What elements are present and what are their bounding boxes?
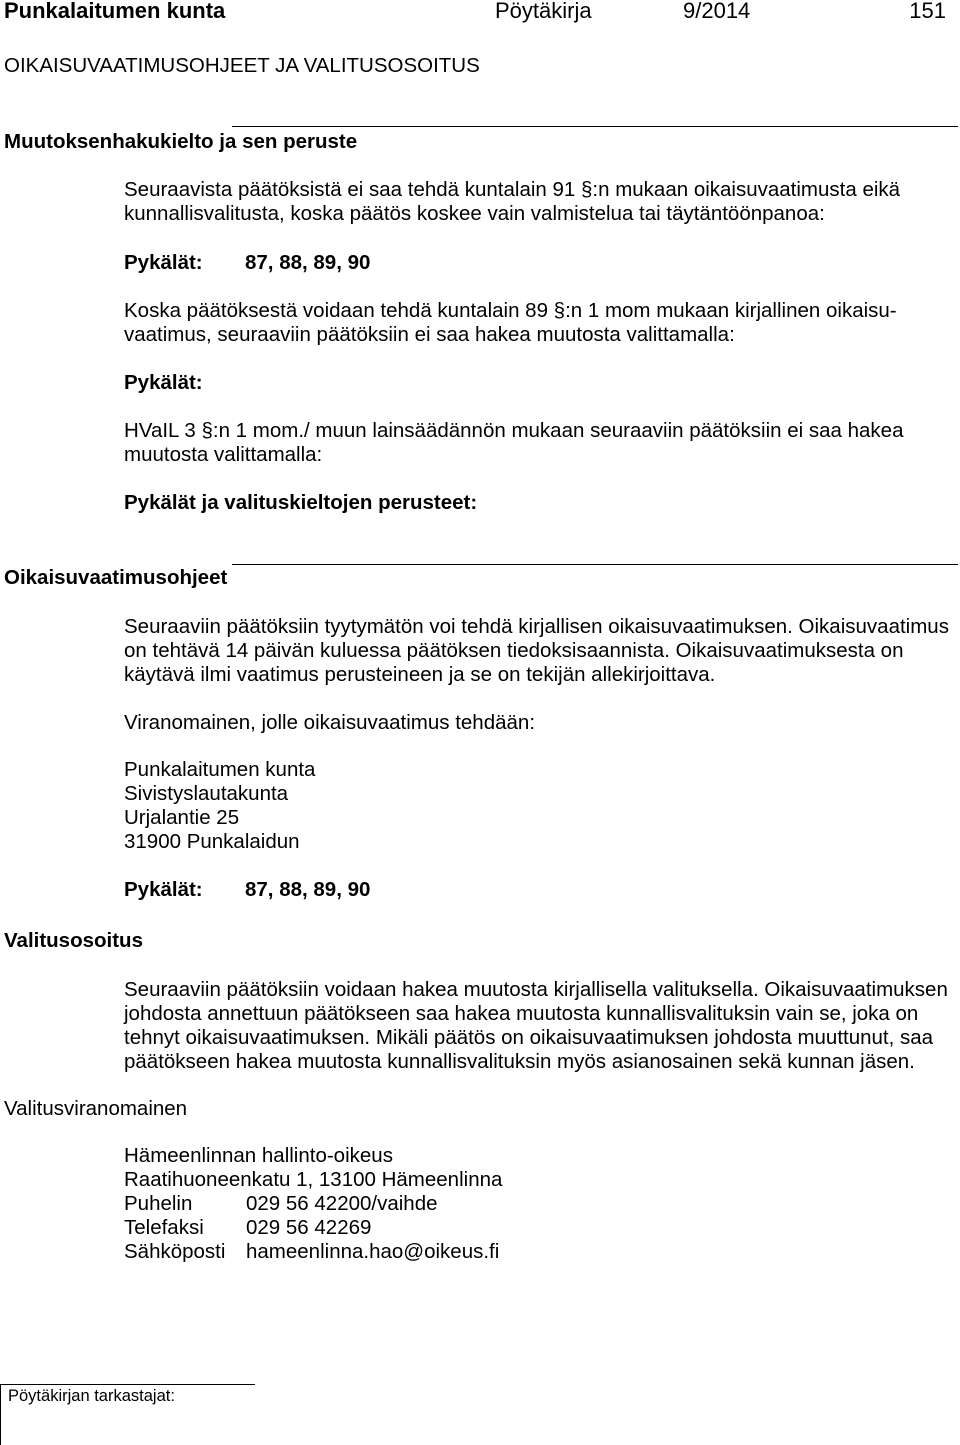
section-rule: [232, 564, 958, 565]
municipality-name: Punkalaitumen kunta: [4, 0, 226, 23]
authority-label: Viranomainen, jolle oikaisuvaatimus tehdään:: [124, 711, 536, 734]
sections-label: Pykälät:: [124, 878, 203, 901]
address-line: 31900 Punkalaidun: [124, 830, 300, 853]
contact-label-fax: Telefaksi: [124, 1216, 204, 1239]
section-rule: [232, 126, 958, 127]
authority-name: Hämeenlinnan hallinto-oikeus: [124, 1144, 393, 1167]
contact-value-phone: 029 56 42200/vaihde: [246, 1192, 438, 1215]
sections-value: 87, 88, 89, 90: [245, 251, 371, 274]
paragraph-line: Seuraaviin päätöksiin voidaan hakea muutosta kirjallisella valituksella. Oikaisuvaatimuksen: [124, 978, 948, 1001]
paragraph-line: Seuraaviin päätöksiin tyytymätön voi tehdä kirjallisen oikaisuvaatimuksen. Oikaisuvaatimus: [124, 615, 949, 638]
paragraph-line: kunnallisvalitusta, koska päätös koskee vain valmistelua tai täytäntöönpanoa:: [124, 202, 825, 225]
address-line: Urjalantie 25: [124, 806, 240, 829]
paragraph-line: on tehtävä 14 päivän kuluessa päätöksen tiedoksisaannista. Oikaisuvaatimuksesta on: [124, 639, 904, 662]
paragraph-line: johdosta annettuun päätökseen saa hakea muutosta kunnallisvalituksin vain se, joka on: [124, 1002, 919, 1025]
contact-label-phone: Puhelin: [124, 1192, 193, 1215]
address-line: Sivistyslautakunta: [124, 782, 289, 805]
sections-label: Pykälät ja valituskieltojen perusteet:: [124, 491, 478, 514]
paragraph-line: Seuraavista päätöksistä ei saa tehdä kuntalain 91 §:n mukaan oikaisuvaatimusta eikä: [124, 178, 901, 201]
section-heading-rectification: Oikaisuvaatimusohjeet: [4, 566, 228, 589]
document-type: Pöytäkirja: [495, 0, 592, 23]
contact-value-fax: 029 56 42269: [246, 1216, 372, 1239]
reviewers-label: Pöytäkirjan tarkastajat:: [8, 1387, 175, 1405]
section-heading-appeal: Valitusosoitus: [4, 929, 143, 952]
contact-label-email: Sähköposti: [124, 1240, 226, 1263]
page-number: 151: [909, 0, 946, 23]
paragraph-line: tehnyt oikaisuvaatimuksen. Mikäli päätös on oikaisuvaatimuksen johdosta muuttunut, saa: [124, 1026, 934, 1049]
contact-value-email: hameenlinna.hao@oikeus.fi: [246, 1240, 500, 1263]
meeting-number: 9/2014: [683, 0, 751, 23]
paragraph-line: käytävä ilmi vaatimus perusteineen ja se on tekijän allekirjoittava.: [124, 663, 716, 686]
paragraph-line: HVaIL 3 §:n 1 mom./ muun lainsäädännön mukaan seuraaviin päätöksiin ei saa hakea: [124, 419, 904, 442]
authority-address: Raatihuoneenkatu 1, 13100 Hämeenlinna: [124, 1168, 503, 1191]
address-line: Punkalaitumen kunta: [124, 758, 316, 781]
sections-label: Pykälät:: [124, 371, 203, 394]
section-heading-prohibition: Muutoksenhakukielto ja sen peruste: [4, 130, 358, 153]
paragraph-line: muutosta valittamalla:: [124, 443, 323, 466]
paragraph-line: päätökseen hakea muutosta kunnallisvalituksin myös asianosainen sekä kunnan jäsen.: [124, 1050, 915, 1073]
sections-label: Pykälät:: [124, 251, 203, 274]
page-title: OIKAISUVAATIMUSOHJEET JA VALITUSOSOITUS: [4, 54, 480, 77]
paragraph-line: vaatimus, seuraaviin päätöksiin ei saa hakea muutosta valittamalla:: [124, 323, 735, 346]
paragraph-line: Koska päätöksestä voidaan tehdä kuntalain 89 §:n 1 mom mukaan kirjallinen oikaisu-: [124, 299, 897, 322]
sections-value: 87, 88, 89, 90: [245, 878, 371, 901]
appeal-authority-heading: Valitusviranomainen: [4, 1097, 188, 1120]
